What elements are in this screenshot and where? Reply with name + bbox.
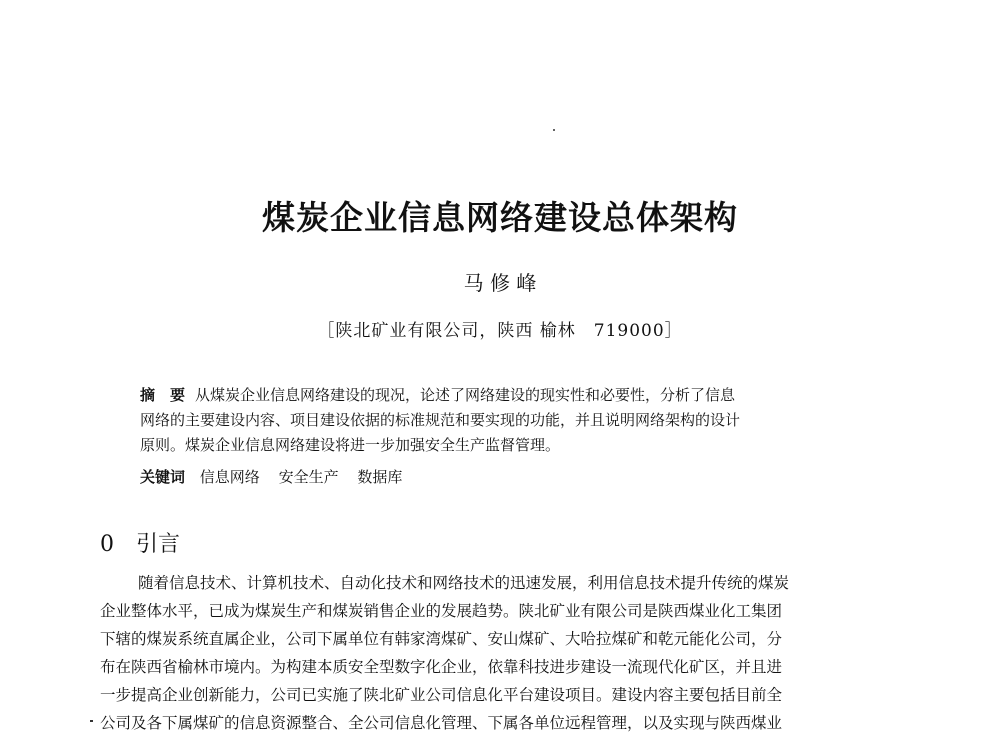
author-name: 马 修 峰 (463, 271, 537, 295)
abstract-text: 从煤炭企业信息网络建设的现况，论述了网络建设的现实性和必要性，分析了信息 (195, 386, 736, 404)
keywords-label: 关键词 (140, 468, 186, 486)
body-line: 布在陕西省榆林市境内。为构建本质安全型数字化企业，依靠科技进步建设一流现代化矿区，并且进 (100, 658, 783, 676)
abstract-block (140, 383, 860, 458)
keywords-block (140, 465, 860, 490)
body-line: 公司及各下属煤矿的信息资源整合、全公司信息化管理、下属各单位远程管理，以及实现与陕西煤业 (100, 714, 783, 732)
body-line: 一步提高企业创新能力，公司已实施了陕北矿业公司信息化平台建设项目。建设内容主要包括目前全 (100, 686, 783, 704)
section-heading (100, 530, 180, 560)
keyword: 安全生产 (278, 468, 339, 486)
section-title: 引言 (136, 532, 181, 557)
body-paragraph (100, 569, 900, 737)
scan-speck (553, 129, 555, 131)
abstract-line: 网络的主要建设内容、项目建设依据的标准规范和要实现的功能，并且说明网络架构的设计 (140, 411, 741, 429)
margin-mark (90, 720, 93, 722)
body-line: 下辖的煤炭系统直属企业，公司下属单位有韩家湾煤矿、安山煤矿、大哈拉煤矿和乾元能化公司，分 (100, 630, 783, 648)
abstract-line: 原则。煤炭企业信息网络建设将进一步加强安全生产监督管理。 (140, 436, 561, 454)
paper-title: 煤炭企业信息网络建设总体架构 (262, 198, 738, 237)
section-number: 0 (100, 532, 114, 557)
body-line: 随着信息技术、计算机技术、自动化技术和网络技术的迅速发展，利用信息技术提升传统的煤炭 (138, 574, 790, 592)
author-affiliation: ［陕北矿业有限公司，陕西 榆林 719000］ (317, 321, 683, 341)
abstract-label: 摘 要 (140, 386, 186, 404)
abstract-line (140, 383, 860, 408)
keyword: 数据库 (357, 468, 403, 486)
keyword: 信息网络 (199, 468, 260, 486)
body-line: 企业整体水平，已成为煤炭生产和煤炭销售企业的发展趋势。陕北矿业有限公司是陕西煤业化工集团 (100, 602, 783, 620)
